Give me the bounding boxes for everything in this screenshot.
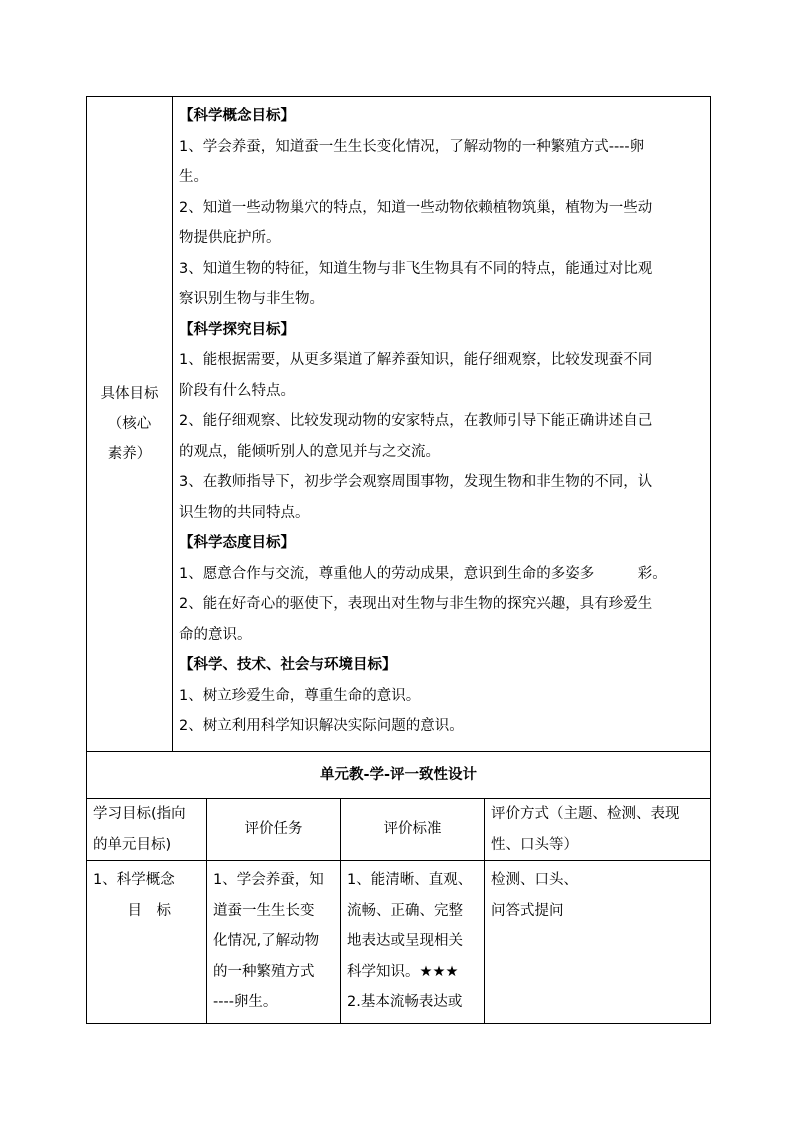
cell-line: 地表达或呈现相关 — [347, 933, 463, 949]
goals-label-cell — [87, 97, 173, 752]
header-eval-method — [485, 799, 711, 861]
cell-line: 科学知识。★★★ — [347, 963, 459, 980]
cell-line: 检测、口头、 — [491, 872, 578, 888]
goals-label-line: 具体目标 — [100, 386, 159, 402]
goal-line: 命的意识。 — [179, 626, 252, 643]
goal-line: 阶段有什么特点。 — [179, 382, 295, 399]
design-title-row — [87, 752, 711, 799]
goal-line: 1、能根据需要，从更多渠道了解养蚕知识，能仔细观察，比较发现蚕不同 — [179, 352, 653, 368]
header-line: 学习目标(指向 — [93, 806, 186, 822]
cell-line: 问答式提问 — [491, 902, 564, 919]
goal-line: 1、愿意合作与交流，尊重他人的劳动成果，意识到生命的多姿多 彩。 — [179, 565, 667, 582]
cell-line: 2.基本流畅表达或 — [347, 994, 463, 1010]
section-heading: 【科学态度目标】 — [179, 535, 295, 551]
goal-line: 3、知道生物的特征，知道生物与非飞生物具有不同的特点，能通过对比观 — [179, 260, 653, 277]
goals-content-cell — [173, 97, 711, 752]
section-heading: 【科学概念目标】 — [179, 108, 295, 124]
cell-line: 流畅、正确、完整 — [347, 902, 463, 919]
row-learning-goal — [87, 861, 207, 1024]
row-eval-standard — [341, 861, 485, 1024]
header-line: 评价方式（主题、检测、表现 — [491, 806, 680, 822]
section-heading: 【科学探究目标】 — [179, 321, 295, 338]
lesson-plan-table — [86, 96, 711, 1024]
goal-line: 2、能仔细观察、比较发现动物的安家特点，在教师引导下能正确讲述自己 — [179, 413, 653, 429]
goal-line: 的观点，能倾听别人的意见并与之交流。 — [179, 443, 440, 460]
header-learning-goal — [87, 799, 207, 861]
cell-line: ----卵生。 — [213, 994, 278, 1010]
goal-line: 2、树立利用科学知识解决实际问题的意识。 — [179, 718, 464, 734]
row-eval-task — [207, 861, 341, 1024]
cell-line: 1、学会养蚕，知 — [213, 872, 324, 888]
goal-line: 1、树立珍爱生命，尊重生命的意识。 — [179, 687, 421, 704]
goals-label-line: 素养） — [107, 446, 152, 462]
goal-line: 3、在教师指导下，初步学会观察周围事物，发现生物和非生物的不同，认 — [179, 474, 653, 490]
cell-line: 1、科学概念 — [93, 872, 175, 888]
cell-line: 道蚕一生生长变 — [213, 902, 315, 919]
header-line: 的单元目标) — [93, 836, 172, 853]
goal-line: 1、学会养蚕，知道蚕一生生长变化情况，了解动物的一种繁殖方式----卵 — [179, 138, 645, 155]
goal-line: 识生物的共同特点。 — [179, 504, 310, 521]
goal-line: 生。 — [179, 169, 208, 185]
header-line: 性、口头等） — [491, 836, 578, 853]
cell-line: 的一种繁殖方式 — [213, 963, 315, 980]
goal-line: 2、知道一些动物巢穴的特点，知道一些动物依赖植物筑巢，植物为一些动 — [179, 199, 653, 216]
header-eval-task: 评价任务 — [207, 799, 341, 861]
goal-line: 察识别生物与非生物。 — [179, 291, 324, 307]
design-title: 单元教-学-评一致性设计 — [87, 752, 711, 799]
cell-line: 化情况,了解动物 — [213, 933, 320, 949]
goals-label-line: （核心 — [107, 416, 152, 432]
cell-line: 1、能清晰、直观、 — [347, 872, 473, 888]
cell-line: 目 标 — [113, 902, 171, 919]
header-row — [87, 799, 711, 861]
goal-line: 2、能在好奇心的驱使下，表现出对生物与非生物的探究兴趣，具有珍爱生 — [179, 596, 653, 612]
header-eval-standard: 评价标准 — [341, 799, 485, 861]
table-row — [87, 861, 711, 1024]
section-heading: 【科学、技术、社会与环境目标】 — [179, 657, 397, 673]
row-eval-method — [485, 861, 711, 1024]
goals-row — [87, 97, 711, 752]
goal-line: 物提供庇护所。 — [179, 230, 281, 246]
